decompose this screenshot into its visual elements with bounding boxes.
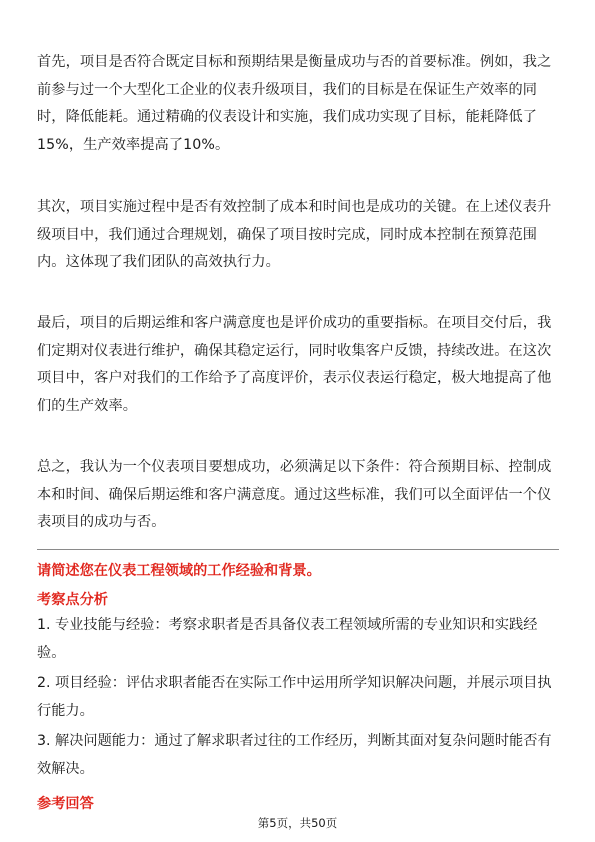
analysis-list	[37, 612, 561, 786]
analysis-item-2: 2. 项目经验：评估求职者能否在实际工作中运用所学知识解决问题，并展示项目执行能力。	[37, 675, 552, 719]
analysis-item-1: 1. 专业技能与经验：考察求职者是否具备仪表工程领域所需的专业知识和实践经验。	[37, 617, 538, 661]
analysis-heading: 考察点分析	[37, 592, 108, 608]
answer-heading: 参考回答	[37, 796, 94, 812]
page-footer: 第5页，共50页	[257, 816, 338, 830]
body-paragraph-4: 总之，我认为一个仪表项目要想成功，必须满足以下条件：符合预期目标、控制成本和时间、确保后期运维和客户满意度。通过这些标准，我们可以全面评估一个仪表项目的成功与否。	[37, 459, 552, 530]
interview-question: 请简述您在仪表工程领域的工作经验和背景。	[37, 563, 321, 579]
analysis-item-3: 3. 解决问题能力：通过了解求职者过往的工作经历，判断其面对复杂问题时能否有效解决。	[37, 733, 552, 777]
body-paragraph-2: 其次，项目实施过程中是否有效控制了成本和时间也是成功的关键。在上述仪表升级项目中，我们通过合理规划，确保了项目按时完成，同时成本控制在预算范围内。这体现了我们团队的高效执行力。	[37, 199, 552, 270]
section-divider	[37, 549, 559, 550]
body-paragraph-1: 首先，项目是否符合既定目标和预期结果是衡量成功与否的首要标准。例如，我之前参与过一个大型化工企业的仪表升级项目，我们的目标是在保证生产效率的同时，降低能耗。通过精确的仪表设计和实施，我们成功实现了目标，能耗降低了15%，生产效率提高了10%。	[37, 54, 552, 153]
body-paragraph-3: 最后，项目的后期运维和客户满意度也是评价成功的重要指标。在项目交付后，我们定期对仪表进行维护，确保其稳定运行，同时收集客户反馈，持续改进。在这次项目中，客户对我们的工作给予了高度评价，表示仪表运行稳定，极大地提高了他们的生产效率。	[37, 315, 552, 414]
